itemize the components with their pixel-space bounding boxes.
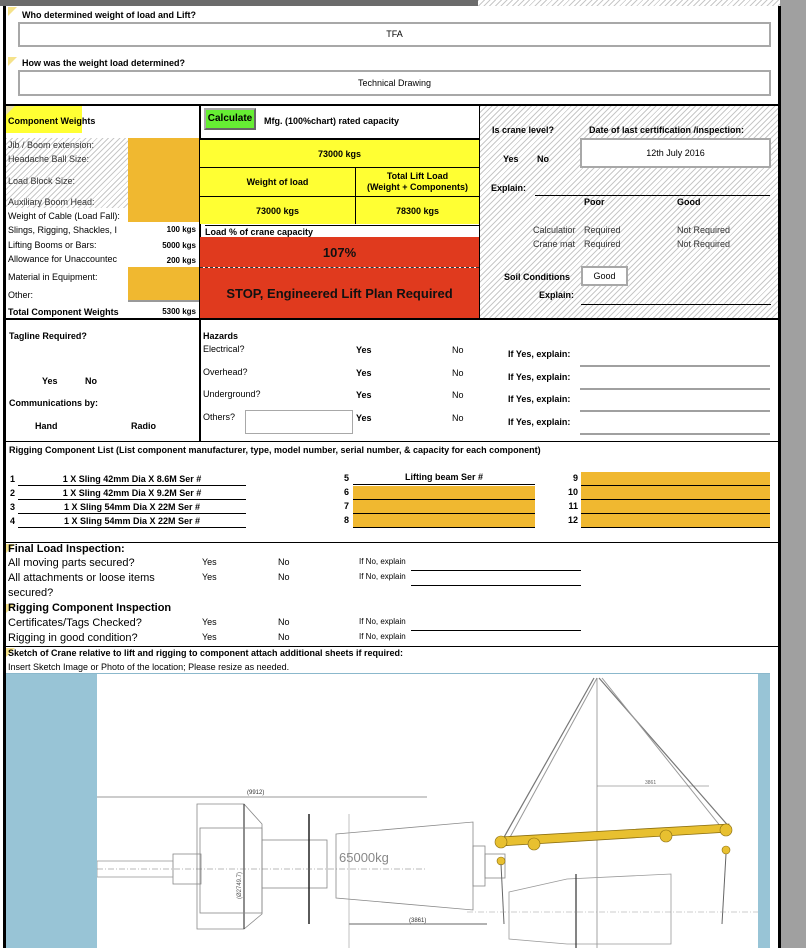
rigging-item-7[interactable] [353,500,535,514]
q1-label: Who determined weight of load and Lift? [22,10,196,20]
allowance-label: Allowance for Unaccountec [8,254,118,264]
rigging-item-number: 2 [10,488,16,498]
certificates-checked-label: Certificates/Tags Checked? [8,617,142,629]
total-lift-load-header [356,167,479,196]
dim-vertical-label: (Ø2749.7) [237,871,243,899]
total-component-weights-value: 5300 kgs [162,307,196,316]
rated-capacity-text: 73000 kgs [317,148,362,159]
attachments-explain-label: If No, explain [359,572,406,581]
component-weights-title: Component Weights [8,116,96,126]
hazards-title: Hazards [203,331,239,341]
soil-explain-line[interactable] [581,304,771,305]
soil-conditions-select[interactable] [581,266,628,286]
load-block-label: Load Block Size: [8,176,76,186]
rigging-item-2[interactable]: 1 X Sling 42mm Dia X 9.2M Ser # [18,488,246,500]
certificates-yes[interactable]: Yes [202,617,217,627]
attachments-label-line2: secured? [8,587,54,599]
comms-hand-option[interactable]: Hand [35,421,58,431]
good-label: Good [677,197,701,207]
rated-capacity-value[interactable] [200,138,479,167]
total-component-weights-label: Total Component Weights [8,307,119,317]
rigging-condition-label: Rigging in good condition? [8,632,138,644]
comment-marker-icon[interactable] [6,106,15,115]
calculation-label: Calculatior [533,225,576,235]
dim-bottom-label: (3861) [409,918,427,924]
q2-label: How was the weight load determined? [22,58,186,68]
rigging-item-4[interactable]: 1 X Sling 54mm Dia X 22M Ser # [18,516,246,528]
sketch-instruction: Insert Sketch Image or Photo of the location; Please resize as needed. [8,662,290,672]
crane-mat-good-value: Not Required [677,239,731,249]
rigging-item-number: 5 [344,473,350,483]
divider [3,441,781,442]
calculate-button[interactable]: Calculate [204,108,256,130]
rigging-item-number: 9 [572,473,578,483]
attachments-no[interactable]: No [278,572,290,582]
certificates-no[interactable]: No [278,617,290,627]
moving-parts-explain-label: If No, explain [359,557,406,566]
rigging-inspection-title: Rigging Component Inspection [8,602,172,614]
sketch-right-margin [758,674,770,948]
cert-date-label: Date of last certification /inspection: [589,125,745,135]
allowance-value[interactable]: 200 kgs [166,256,196,265]
rigging-item-9[interactable] [581,472,770,486]
hazard-electrical-label: Electrical? [203,344,245,354]
hazard-underground-explain-line[interactable] [580,410,770,412]
crane-level-explain-label: Explain: [491,183,527,193]
load-pct-text: 107% [322,244,357,260]
other-label: Other: [8,290,34,300]
divider [3,318,781,320]
lifting-booms-label: Lifting Booms or Bars: [8,240,97,250]
soil-conditions-value: Good [593,271,616,281]
crane-level-yes-option[interactable]: Yes [503,154,519,164]
cert-date-value: 12th July 2016 [646,148,705,158]
q2-input[interactable] [18,70,771,96]
soil-conditions-label: Soil Conditions [504,272,570,282]
hazard-others-input[interactable] [245,410,353,434]
rigging-list-title: Rigging Component List (List component manufacturer, type, model number, serial number, & capacity for each component) [9,445,541,455]
final-inspection-title-text: Final Load Inspection: [8,543,125,555]
dim-top-label: (9912) [247,790,265,796]
hazard-electrical-explain-label: If Yes, explain: [508,349,571,359]
rigging-item-number: 10 [567,487,578,497]
divider [199,319,201,441]
moving-parts-label: All moving parts secured? [8,557,135,569]
cable-weight-label: Weight of Cable (Load Fall): [8,211,120,221]
rigging-condition-explain-label: If No, explain [359,632,406,641]
hazard-overhead-label: Overhead? [203,367,248,377]
hazard-overhead-explain-label: If Yes, explain: [508,372,571,382]
calculation-good-value: Not Required [677,225,731,235]
rigging-item-number: 6 [344,487,350,497]
hazard-underground-yes[interactable]: Yes [356,390,372,400]
calculation-poor-value: Required [584,225,621,235]
divider [128,300,200,302]
drawing-weight-label: 65000kg [339,850,389,865]
rigging-item-number: 11 [568,501,578,511]
crane-mat-label: Crane mat [533,239,576,249]
comment-marker-icon[interactable] [8,57,17,66]
total-lift-label-line1: Total Lift Load [386,171,449,181]
q1-input[interactable] [18,22,771,47]
comms-radio-option[interactable]: Radio [131,421,157,431]
hazard-others-explain-label: If Yes, explain: [508,417,571,427]
rigging-item-3[interactable]: 1 X Sling 54mm Dia X 22M Ser # [18,502,246,514]
soil-explain-label: Explain: [539,290,575,300]
hazard-underground-explain-label: If Yes, explain: [508,394,571,404]
total-lift-load-value [356,196,479,224]
hazard-overhead-yes[interactable]: Yes [356,368,372,378]
certificates-explain-label: If No, explain [359,617,406,626]
weight-of-load-value[interactable] [200,196,356,224]
rated-capacity-label: Mfg. (100%chart) rated capacity [264,116,400,126]
hazard-others-label: Others? [203,412,236,422]
crane-level-explain-line[interactable] [535,195,770,196]
status-banner [200,268,479,318]
sketch-left-margin [6,674,97,948]
component-weights-input-block-2[interactable] [128,267,200,301]
material-in-equipment-label: Material in Equipment: [8,272,98,282]
load-pct-value [200,237,479,267]
rigging-item-8[interactable] [353,514,535,528]
poor-label: Poor [584,197,605,207]
jib-boom-label: Jib / Boom extension: [8,140,95,150]
rigging-item-number: 12 [567,515,578,525]
hazard-overhead-explain-line[interactable] [580,388,770,390]
rigging-item-11[interactable] [581,500,770,514]
hazard-others-no[interactable]: No [452,413,464,423]
hazard-underground-no[interactable]: No [452,390,464,400]
moving-parts-yes[interactable]: Yes [202,557,217,567]
tagline-yes-option[interactable]: Yes [42,376,58,386]
hazard-electrical-no[interactable]: No [452,345,464,355]
hazard-others-yes[interactable]: Yes [356,413,372,423]
lift-drawing-image [97,674,758,948]
weight-of-load-text: 73000 kgs [255,205,300,216]
hazard-electrical-explain-line[interactable] [580,365,770,367]
divider [3,646,781,647]
weight-of-load-header [200,167,356,196]
rigging-item-number: 1 [10,474,16,484]
attachments-explain-line[interactable] [411,585,581,586]
rigging-item-12[interactable] [581,514,770,528]
tagline-title: Tagline Required? [9,331,87,341]
crane-mat-poor-value: Required [584,239,621,249]
rigging-item-number: 3 [10,502,16,512]
weight-of-load-label: Weight of load [246,177,309,187]
hazard-others-explain-line[interactable] [580,433,770,435]
lifting-booms-value[interactable]: 5000 kgs [162,241,196,250]
component-weights-input-block-1[interactable] [128,138,200,222]
aux-boom-head-label: Auxiliary Boom Head: [8,197,95,207]
certificates-explain-line[interactable] [411,630,581,631]
dim-right-label: 3861 [645,780,657,786]
attachments-label: All attachments or loose items [8,572,155,584]
headache-ball-label: Headache Ball Size: [8,154,90,164]
q1-value: TFA [386,29,403,39]
rigging-item-number: 8 [344,515,350,525]
rigging-item-number: 4 [10,516,16,526]
hazard-overhead-no[interactable]: No [452,368,464,378]
rigging-item-5[interactable]: Lifting beam Ser # [353,472,535,485]
rigging-item-10[interactable] [581,486,770,500]
right-gutter-scroll-area[interactable] [780,0,806,948]
rigging-item-number: 7 [344,501,350,511]
communications-label: Communications by: [9,398,99,408]
hazard-underground-label: Underground? [203,389,261,399]
sketch-title: Sketch of Crane relative to lift and rigging to component attach additional sheets if required: [8,648,404,658]
total-lift-text: 78300 kgs [395,205,440,216]
comment-marker-icon[interactable] [8,7,17,16]
cert-date-input[interactable] [580,138,771,168]
load-pct-label: Load % of crane capacity [205,225,479,237]
q2-value: Technical Drawing [357,78,432,88]
crane-level-question: Is crane level? [492,125,555,135]
rigging-condition-no[interactable]: No [278,632,290,642]
slings-rigging-label: Slings, Rigging, Shackles, I [8,225,118,235]
moving-parts-explain-line[interactable] [411,570,581,571]
final-inspection-title [8,543,125,555]
total-lift-label-line2: (Weight + Components) [366,182,469,192]
rigging-item-6[interactable] [353,486,535,500]
tagline-no-option[interactable]: No [85,376,97,386]
rigging-item-1[interactable]: 1 X Sling 42mm Dia X 8.6M Ser # [18,474,246,486]
attachments-yes[interactable]: Yes [202,572,217,582]
moving-parts-no[interactable]: No [278,557,290,567]
hazard-electrical-yes[interactable]: Yes [356,345,372,355]
status-message: STOP, Engineered Lift Plan Required [226,285,453,301]
crane-level-no-option[interactable]: No [537,154,549,164]
slings-rigging-value[interactable]: 100 kgs [166,225,196,234]
sketch-image-container[interactable] [6,673,770,948]
rigging-condition-yes[interactable]: Yes [202,632,217,642]
